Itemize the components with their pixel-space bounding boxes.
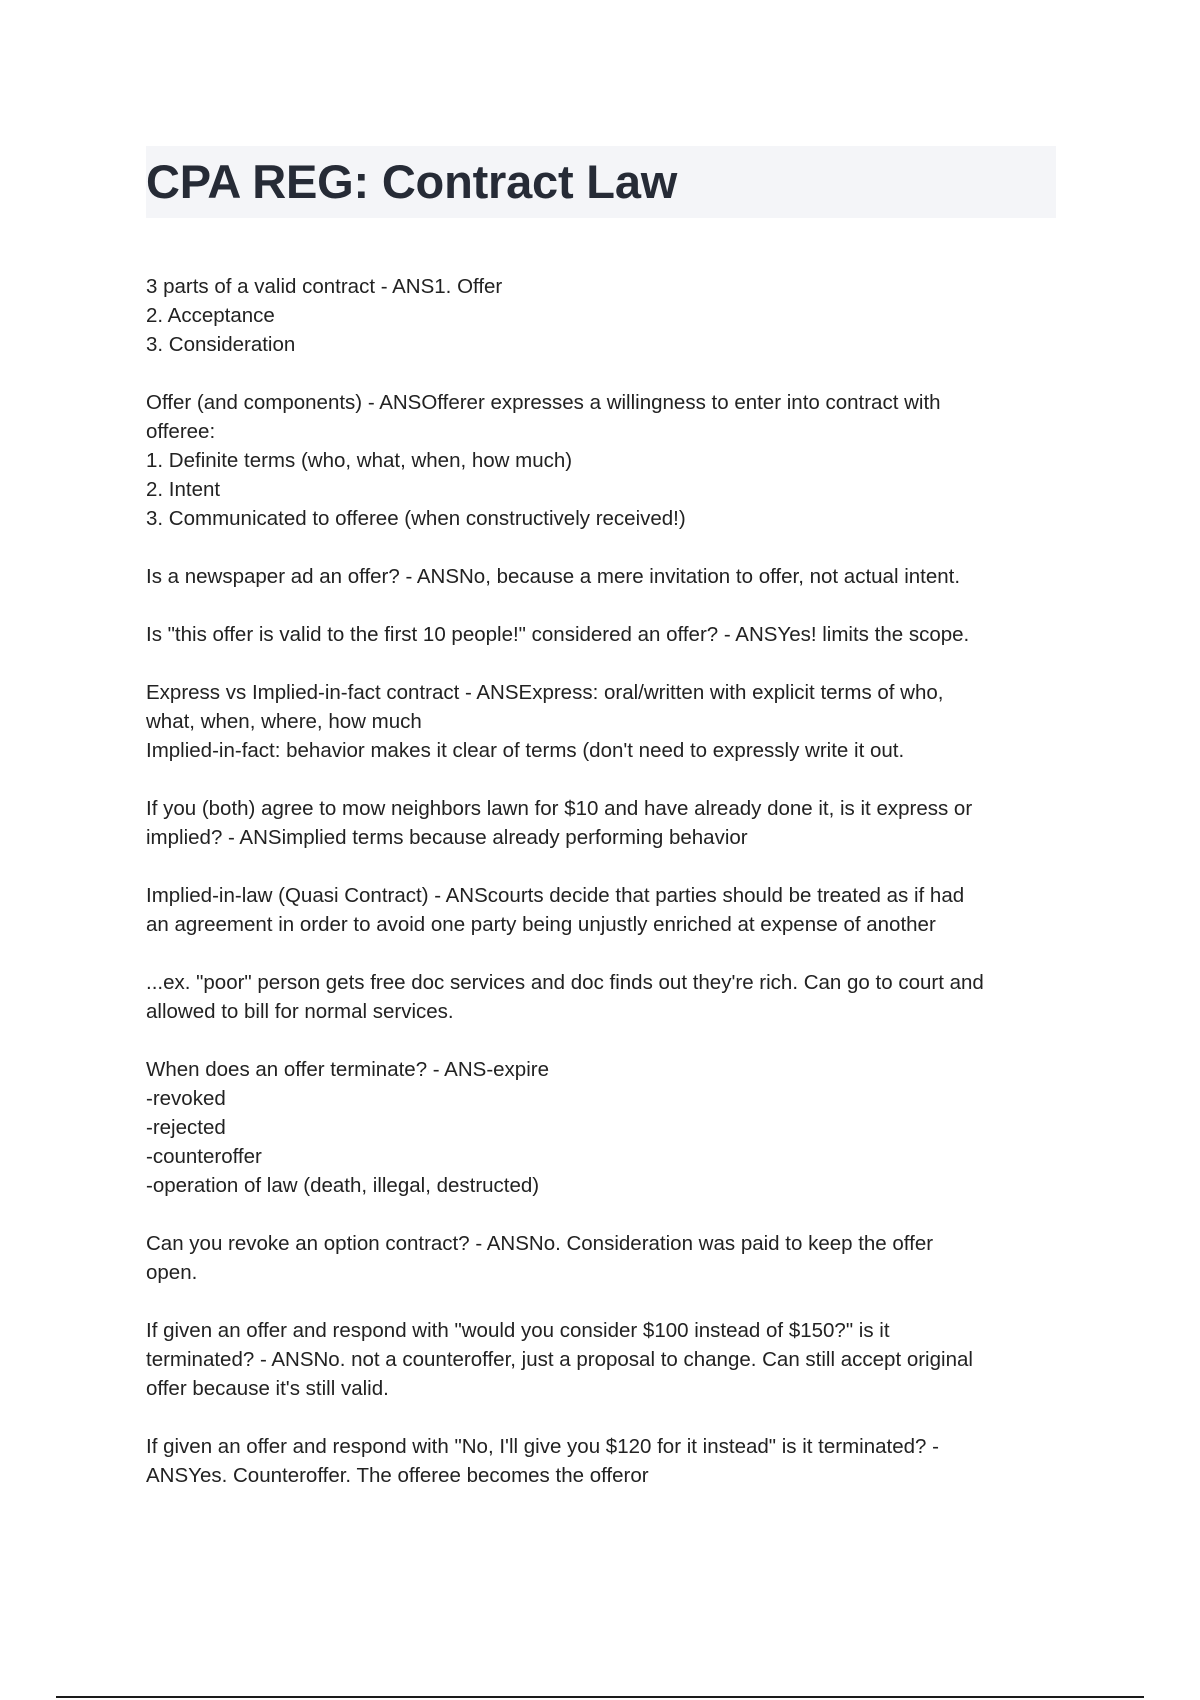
qa-line: If you (both) agree to mow neighbors lawn for $10 and have already done it, is it express or <box>146 797 973 820</box>
qa-line: implied? - ANSimplied terms because already performing behavior <box>146 826 748 849</box>
qa-line: what, when, where, how much <box>146 710 422 733</box>
qa-line: offeree: <box>146 420 216 443</box>
qa-line: Offer (and components) - ANSOfferer expresses a willingness to enter into contract with <box>146 391 941 414</box>
qa-line: -counteroffer <box>146 1145 262 1168</box>
title-band <box>146 146 1056 218</box>
qa-entry <box>146 794 1076 852</box>
qa-entry <box>146 620 1076 649</box>
qa-entry <box>146 881 1076 939</box>
qa-entry <box>146 1432 1076 1490</box>
qa-content <box>146 272 1076 1519</box>
qa-entry <box>146 1316 1076 1403</box>
qa-line: If given an offer and respond with "No, I'll give you $120 for it instead" is it terminated? - <box>146 1435 939 1458</box>
qa-line: an agreement in order to avoid one party being unjustly enriched at expense of another <box>146 913 936 936</box>
qa-line: offer because it's still valid. <box>146 1377 389 1400</box>
qa-line: Express vs Implied-in-fact contract - ANSExpress: oral/written with explicit terms of who, <box>146 681 944 704</box>
page-title: CPA REG: Contract Law <box>146 155 678 208</box>
qa-line: 2. Acceptance <box>146 304 275 327</box>
qa-entry <box>146 562 1076 591</box>
qa-entry <box>146 388 1076 533</box>
footer-rule <box>56 1696 1144 1698</box>
qa-entry <box>146 272 1076 359</box>
qa-line: 2. Intent <box>146 478 221 501</box>
qa-line: 3 parts of a valid contract - ANS1. Offer <box>146 275 503 298</box>
qa-entry <box>146 678 1076 765</box>
qa-line: ANSYes. Counteroffer. The offeree becomes the offeror <box>146 1464 649 1487</box>
qa-line: If given an offer and respond with "would you consider $100 instead of $150?" is it <box>146 1319 890 1342</box>
qa-line: Is a newspaper ad an offer? - ANSNo, because a mere invitation to offer, not actual intent. <box>146 565 961 588</box>
qa-line: 3. Communicated to offeree (when constructively received!) <box>146 507 686 530</box>
qa-line: terminated? - ANSNo. not a counteroffer, just a proposal to change. Can still accept original <box>146 1348 973 1371</box>
qa-line: open. <box>146 1261 198 1284</box>
qa-line: allowed to bill for normal services. <box>146 1000 454 1023</box>
qa-line: -revoked <box>146 1087 226 1110</box>
qa-line: Implied-in-fact: behavior makes it clear of terms (don't need to expressly write it out. <box>146 739 905 762</box>
qa-line: Implied-in-law (Quasi Contract) - ANScourts decide that parties should be treated as if had <box>146 884 965 907</box>
qa-entry <box>146 1229 1076 1287</box>
qa-line: 3. Consideration <box>146 333 296 356</box>
qa-entry <box>146 1055 1076 1200</box>
qa-line: Is "this offer is valid to the first 10 people!" considered an offer? - ANSYes! limits the scope. <box>146 623 970 646</box>
qa-line: -rejected <box>146 1116 226 1139</box>
qa-entry <box>146 968 1076 1026</box>
qa-line: ...ex. "poor" person gets free doc services and doc finds out they're rich. Can go to court and <box>146 971 984 994</box>
qa-line: When does an offer terminate? - ANS-expire <box>146 1058 549 1081</box>
qa-line: Can you revoke an option contract? - ANSNo. Consideration was paid to keep the offer <box>146 1232 934 1255</box>
qa-line: 1. Definite terms (who, what, when, how much) <box>146 449 573 472</box>
qa-line: -operation of law (death, illegal, destructed) <box>146 1174 540 1197</box>
